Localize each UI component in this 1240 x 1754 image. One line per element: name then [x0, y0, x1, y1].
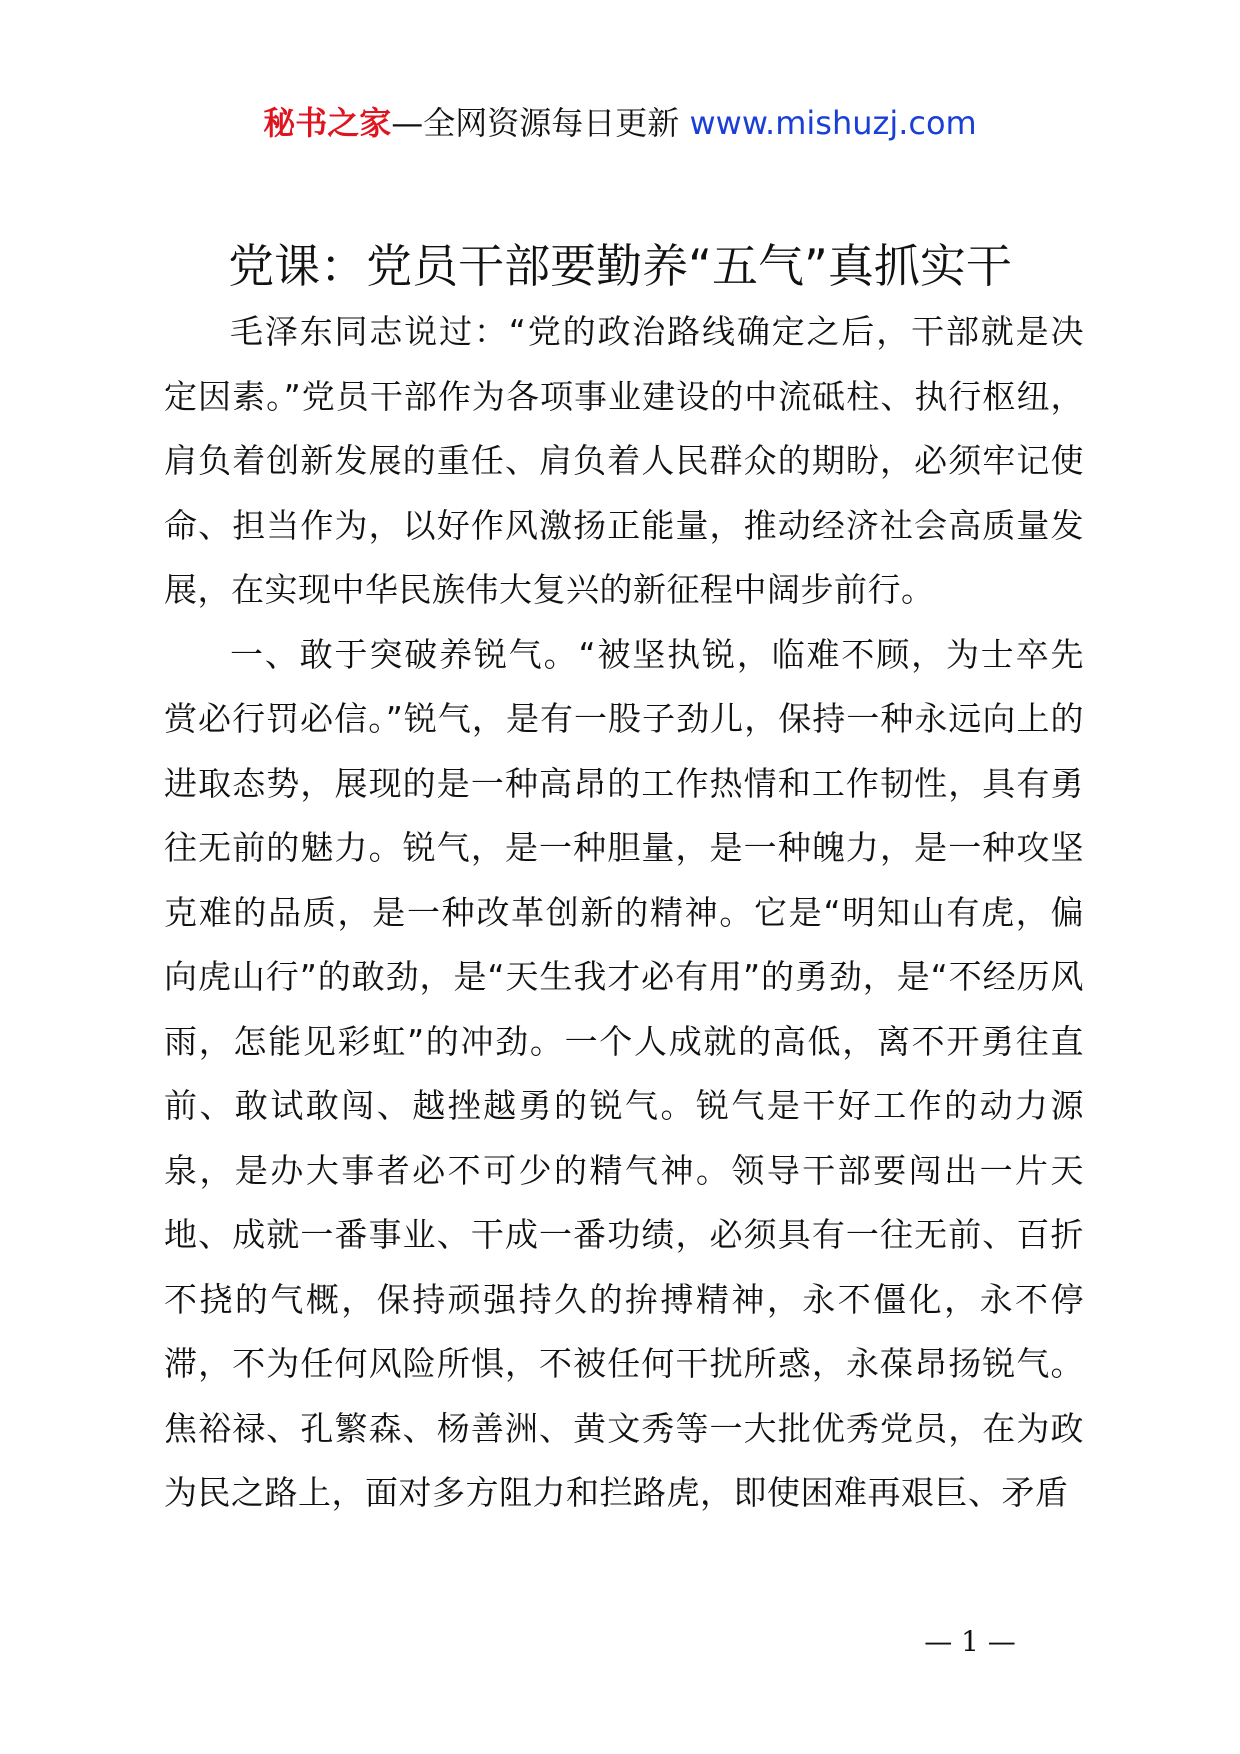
document-title: 党课：党员干部要勤养“五气”真抓实干: [228, 239, 1012, 293]
paragraph-section-one: 一、敢于突破养锐气。“被坚执锐，临难不顾，为士卒先赏必行罚必信。”锐气，是有一股子劲儿，保持一种永远向上的进取态势，展现的是一种高昂的工作热情和工作韧性，具有勇往无前的魅力。锐气，是一种胆量，是一种魄力，是一种攻坚克难的品质，是一种改革创新的精神。它是“明知山有虎，偏向虎山行”的敢劲，是“天生我才必有用”的勇劲，是“不经历风雨，怎能见彩虹”的冲劲。一个人成就的高低，离不开勇往直前、敢试敢闯、越挫越勇的锐气。锐气是干好工作的动力源泉，是办大事者必不可少的精气神。领导干部要闯出一片天地、成就一番事业、干成一番功绩，必须具有一往无前、百折不挠的气概，保持顽强持久的拚搏精神，永不僵化，永不停滞，不为任何风险所惧，不被任何干扰所惑，永葆昂扬锐气。焦裕禄、孔繁森、杨善洲、黄文秀等一大批优秀党员，在为政为民之路上，面对多方阻力和拦路虎，即使困难再艰巨、矛盾: [164, 634, 1084, 1512]
document-body: [164, 300, 1084, 1526]
site-header: [0, 98, 1240, 148]
paragraph-intro: 毛泽东同志说过：“党的政治路线确定之后，干部就是决定因素。”党员干部作为各项事业建设的中流砥柱、执行枢纽，肩负着创新发展的重任、肩负着人民群众的期盼，必须牢记使命、担当作为，以好作风激扬正能量，推动经济社会高质量发展，在实现中华民族伟大复兴的新征程中阔步前行。: [164, 312, 1084, 609]
brand-name: 秘书之家: [263, 104, 392, 142]
header-tagline: —全网资源每日更新: [391, 104, 680, 142]
page-number: — 1 —: [924, 1625, 1016, 1658]
site-url-link[interactable]: www.mishuzj.com: [689, 104, 977, 142]
